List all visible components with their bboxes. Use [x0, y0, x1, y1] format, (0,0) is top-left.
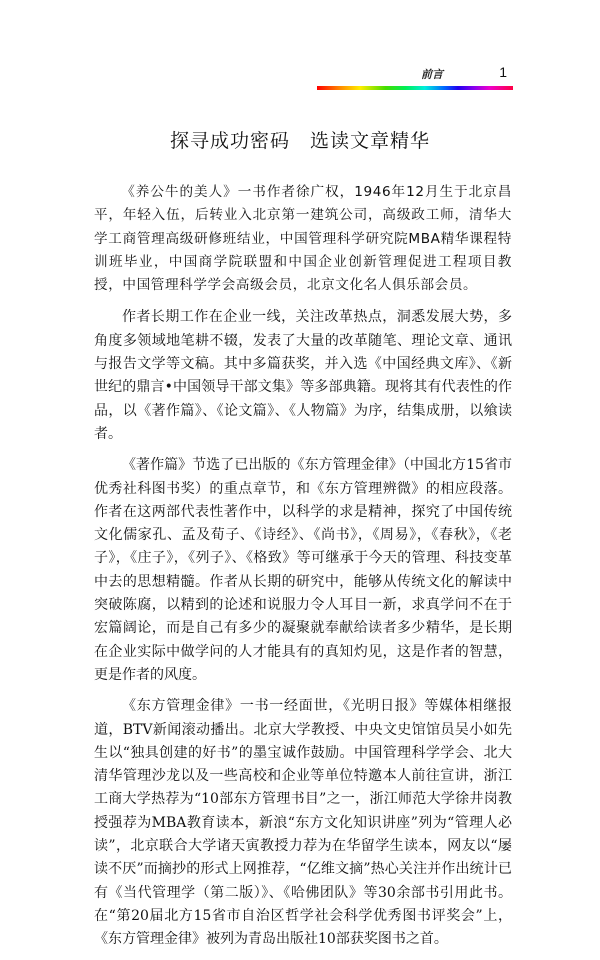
running-header [317, 62, 513, 92]
paragraph-author-work: 作者长期工作在企业一线，关注改革热点，洞悉发展大势，多角度多领域地笔耕不辍，发表了大量的改革随笔、理论文章、通讯与报告文学等文稿。其中多篇获奖，并入选《中国经典文库》、《新世纪的鼎言•中国领导干部文集》等多部典籍。现将其有代表性的作品，以《著作篇》、《论文篇》、《人物篇》为序，结集成册，以飨读者。 [94, 309, 512, 442]
paragraph-book-reception: 《东方管理金律》一书一经面世，《光明日报》等媒体相继报道，BTV新闻滚动播出。北京大学教授、中央文史馆馆员吴小如先生以“独具创建的好书”的墨宝诚作鼓励。中国管理科学学会、北大清华管理沙龙以及一些高校和企业等单位特邀本人前往宣讲，浙江工商大学热荐为“10部东方管理书目”之一，浙江师范大学徐井岗教授强荐为MBA教育读本，新浪“东方文化知识讲座”列为“管理人必读”，北京联合大学诸天寅教授力荐为在华留学生读本，网友以“屡读不厌”而摘抄的形式上网推荐，“亿维文摘”热心关注并作出统计已有《当代管理学（第二版）》、《哈佛团队》等30余部书引用此书。在“第20届北方15省市自治区哲学社会科学优秀图书评奖会”上，《东方管理金律》被列为青岛出版社10部获奖图书之首。 [94, 698, 512, 948]
paragraph-author-bio: 《养公牛的美人》一书作者徐广权，1946年12月生于北京昌平，年轻入伍，后转业入北京第一建筑公司，高级政工师，清华大学工商管理高级研修班结业，中国管理科学研究院MBA精华课程特训班毕业，中国商学院联盟和中国企业创新管理促进工程项目教授，中国管理科学学会高级会员，北京文化名人俱乐部会员。 [94, 184, 512, 294]
spectrum-rule-divider [317, 86, 513, 90]
page-title [0, 126, 600, 153]
title-part-1: 探寻成功密码 [169, 130, 290, 152]
paragraph-works-section: 《著作篇》节选了已出版的《东方管理金律》（中国北方15省市优秀社科图书奖）的重点章节，和《东方管理辨微》的相应段落。作者在这两部代表性著作中，以科学的求是精神，探究了中国传统文化儒家孔、孟及荀子、《诗经》、《尚书》，《周易》，《春秋》，《老子》，《庄子》，《列子》、《格致》等可继承于今天的管理、科技变革中去的思想精髓。作者从长期的研究中，能够从传统文化的解读中突破陈腐，以精到的论述和说服力令人耳目一新，求真学问不在于宏篇阔论，而是自己有多少的凝聚就奉献给读者多少精华，是长期在企业实际中做学问的人才能具有的真知灼见，这是作者的智慧，更是作者的风度。 [94, 457, 512, 683]
body-text [94, 181, 512, 960]
title-part-2: 选读文章精华 [310, 130, 431, 152]
page-number: 1 [499, 64, 507, 80]
section-name: 前言 [421, 68, 443, 81]
